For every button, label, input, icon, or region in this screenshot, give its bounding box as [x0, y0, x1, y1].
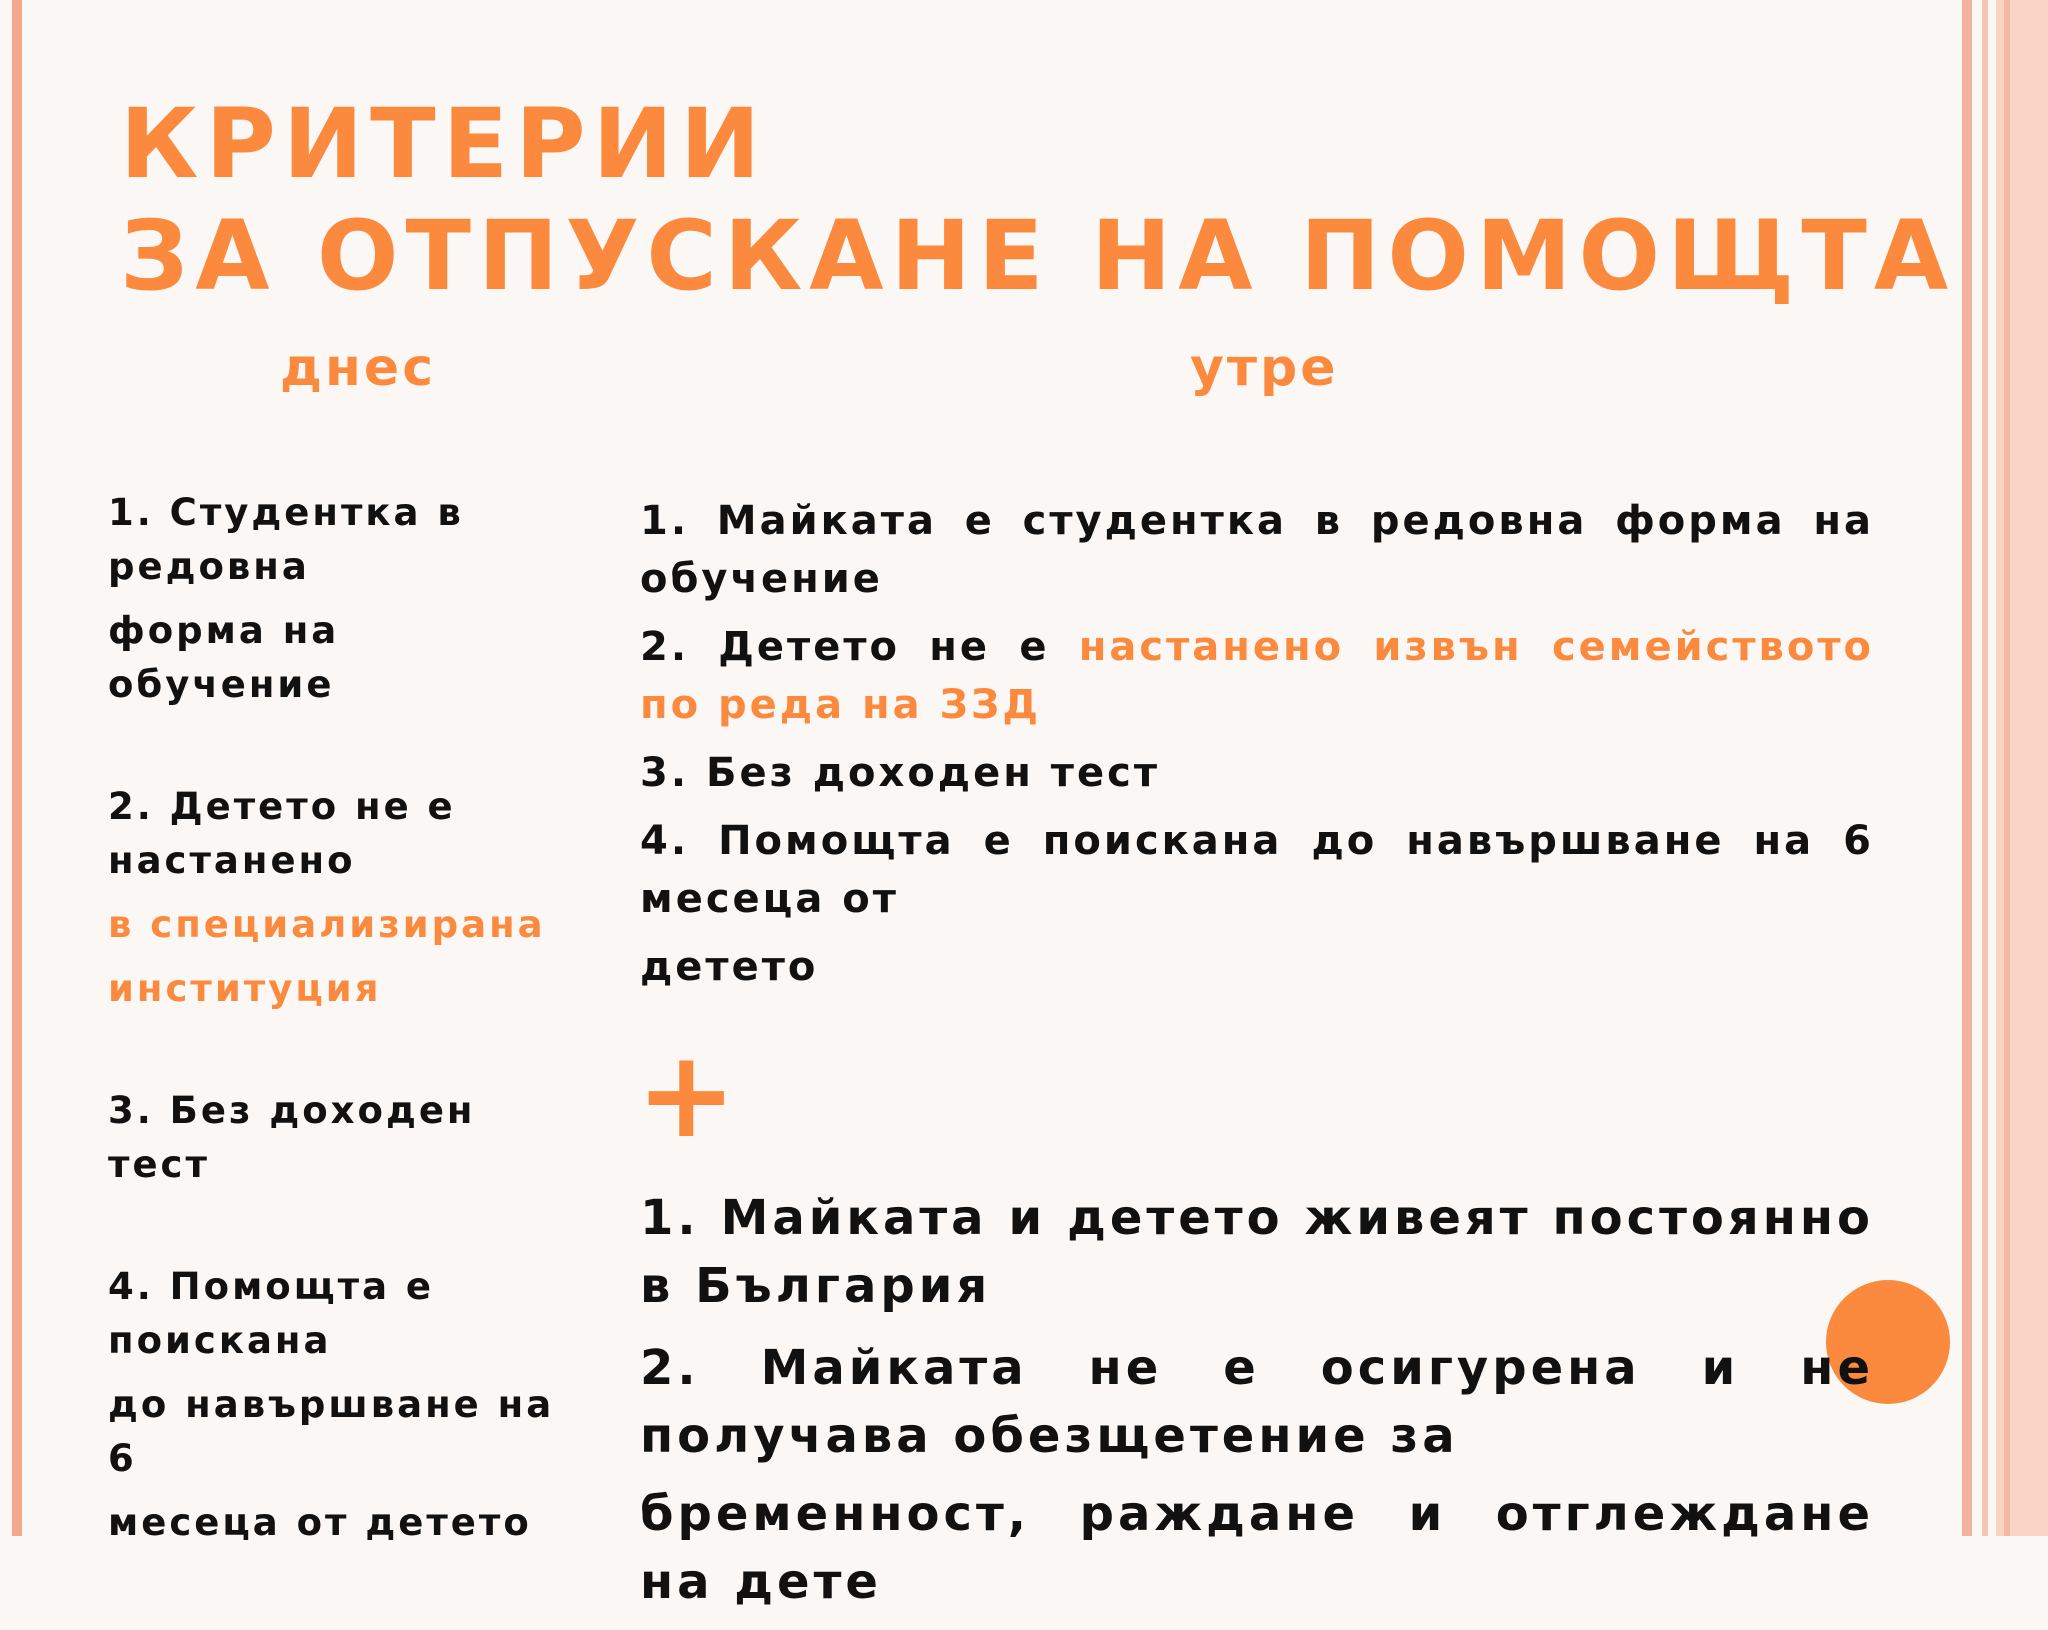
right-criterion-4-line-1: 4. Помощта е поискана до навършване на 6 месеца от [640, 818, 1874, 922]
left-border-decoration [12, 0, 22, 1536]
left-criterion-3-line-1: 3. Без доходен тест [108, 1089, 476, 1186]
right-criterion-2 [640, 618, 1874, 734]
right-criterion-1: 1. Майката е студентка в редовна форма на обучение [640, 498, 1874, 602]
left-criterion-1-line-2: редовна [108, 545, 310, 588]
left-criterion-2-line-1: 2. Детето не е [108, 785, 456, 828]
additional-criterion-2 [640, 1334, 1874, 1616]
title-line-1: КРИТЕРИИ [120, 88, 768, 200]
right-criterion-2-highlight: настанено извън семейството по реда на ЗЗД [640, 624, 1874, 728]
right-border-line [2004, 0, 2010, 1536]
right-criterion-4 [640, 812, 1874, 996]
additional-criterion-2-line-2: бременност, раждане и отглеждане на дете [640, 1486, 1874, 1610]
plus-icon: + [636, 1026, 737, 1165]
column-heading-today: днес [280, 338, 437, 398]
left-criterion-4 [108, 1260, 578, 1550]
left-criterion-4-line-2: поискана [108, 1319, 332, 1362]
right-criterion-3: 3. Без доходен тест [640, 750, 1161, 796]
left-criteria-list [108, 486, 578, 1618]
right-border-decoration-thin [1982, 0, 1988, 1536]
left-criterion-3 [108, 1084, 578, 1192]
left-criterion-2 [108, 780, 578, 1016]
right-criteria-list [640, 492, 1874, 1006]
right-border-decoration [1962, 0, 1972, 1536]
right-criterion-2-prefix: 2. Детето не е [640, 624, 1079, 670]
title-line-2: ЗА ОТПУСКАНЕ НА ПОМОЩТА [120, 200, 1956, 312]
left-criterion-2-line-3: в специализирана [108, 903, 546, 946]
left-criterion-4-line-4: месеца от детето [108, 1501, 532, 1544]
left-criterion-2-line-4: институция [108, 967, 382, 1010]
column-heading-tomorrow: утре [1190, 338, 1339, 398]
left-criterion-2-line-2: настанено [108, 839, 356, 882]
left-criterion-4-line-3: до навършване на 6 [108, 1383, 555, 1480]
right-criterion-4-line-2: детето [640, 944, 819, 990]
left-criterion-4-line-1: 4. Помощта е [108, 1265, 435, 1308]
additional-criterion-1: 1. Майката и детето живеят постоянно в България [640, 1190, 1874, 1314]
left-criterion-1 [108, 486, 578, 712]
additional-criteria-list [640, 1184, 1874, 1630]
page-title [120, 88, 1955, 312]
left-criterion-1-line-1: 1. Студентка в [108, 491, 464, 534]
additional-criterion-2-line-1: 2. Майката не е осигурена и не получава обезщетение за [640, 1340, 1874, 1464]
left-criterion-1-line-3: форма на обучение [108, 609, 340, 706]
